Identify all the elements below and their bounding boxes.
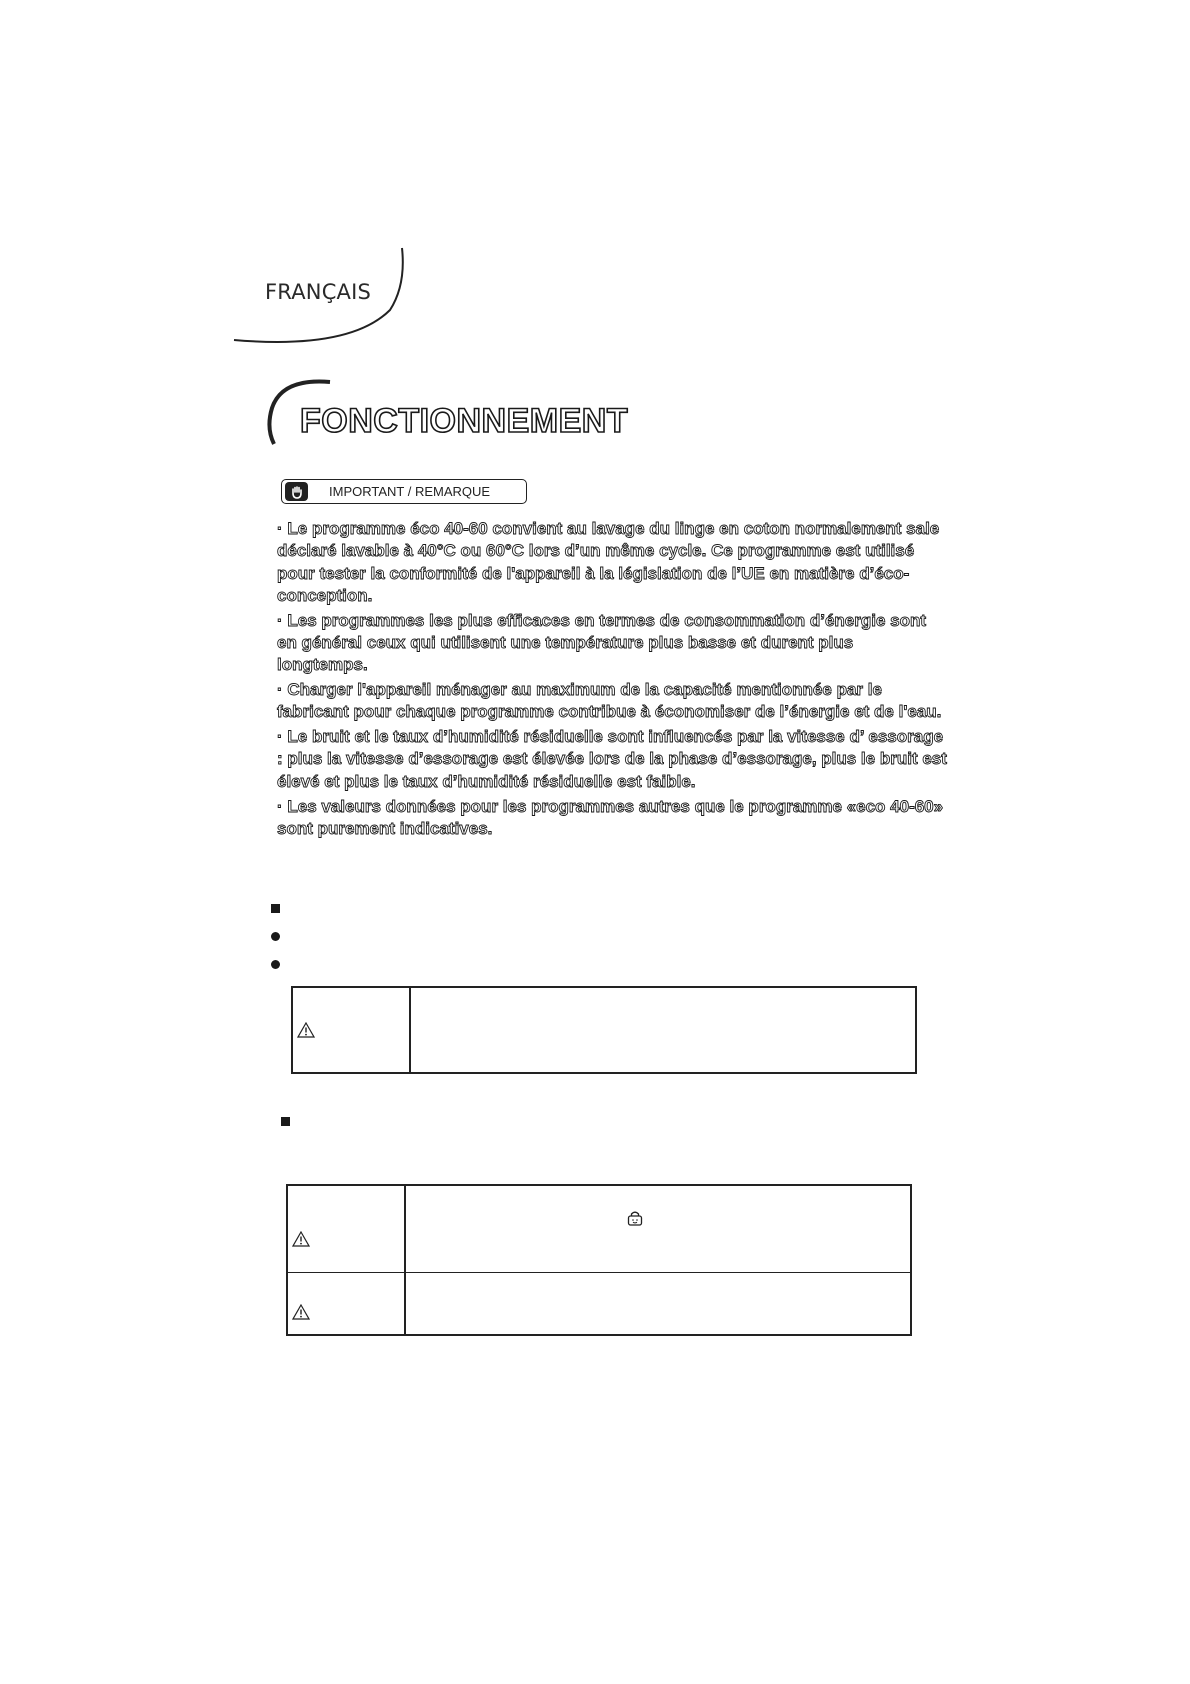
warning-row xyxy=(288,1186,910,1272)
warning-table xyxy=(286,1184,912,1336)
child-lock-icon xyxy=(627,1210,643,1226)
warning-content xyxy=(406,1186,910,1272)
square-bullet xyxy=(281,1117,290,1126)
warning-table xyxy=(291,986,917,1074)
section-title: FONCTIONNEMENT xyxy=(300,402,629,440)
warning-triangle-icon xyxy=(292,1304,310,1320)
warning-content xyxy=(406,1273,910,1334)
warning-content xyxy=(411,988,915,1072)
note-item: · Charger l'appareil ménager au maximum de la capacité mentionnée par le fabricant pour chaque programme contribue à économiser de l’énergie et de l'eau. xyxy=(277,680,942,722)
important-badge xyxy=(281,479,527,504)
warning-cell xyxy=(288,1273,406,1334)
square-bullet xyxy=(271,904,280,913)
warning-row xyxy=(288,1272,910,1334)
note-item: · Le bruit et le taux d’humidité résiduelle sont influencés par la vitesse d’ essorage : plus la vitesse d’essorage est élevée lors de la phase d’essorage, plus le bruit est élevé et plus le taux d’humidité résiduelle est faible. xyxy=(277,727,947,791)
round-bullet xyxy=(271,932,280,941)
warning-triangle-icon xyxy=(297,1022,315,1038)
note-item: · Les programmes les plus efficaces en termes de consommation d’énergie sont en général ceux qui utilisent une température plus basse et durent plus longtemps. xyxy=(277,610,927,675)
round-bullet xyxy=(271,960,280,969)
important-label: IMPORTANT / REMARQUE xyxy=(329,484,491,499)
language-label: FRANÇAIS xyxy=(265,280,372,304)
warning-row xyxy=(293,988,915,1072)
note-item: · Le programme éco 40-60 convient au lavage du linge en coton normalement sale déclaré lavable à 40°C ou 60°C lors d’un même cycle. Ce programme est utilisé pour tester la conformité de l'appareil à la législation de l’UE en matière d’éco-conception. xyxy=(277,519,940,605)
warning-cell xyxy=(293,988,411,1072)
stop-hand-icon xyxy=(285,482,308,501)
notes-block xyxy=(277,518,947,843)
note-item: · Les valeurs données pour les programmes autres que le programme «eco 40-60» sont purement indicatives. xyxy=(277,796,944,838)
warning-triangle-icon xyxy=(292,1231,310,1247)
warning-cell xyxy=(288,1186,406,1272)
